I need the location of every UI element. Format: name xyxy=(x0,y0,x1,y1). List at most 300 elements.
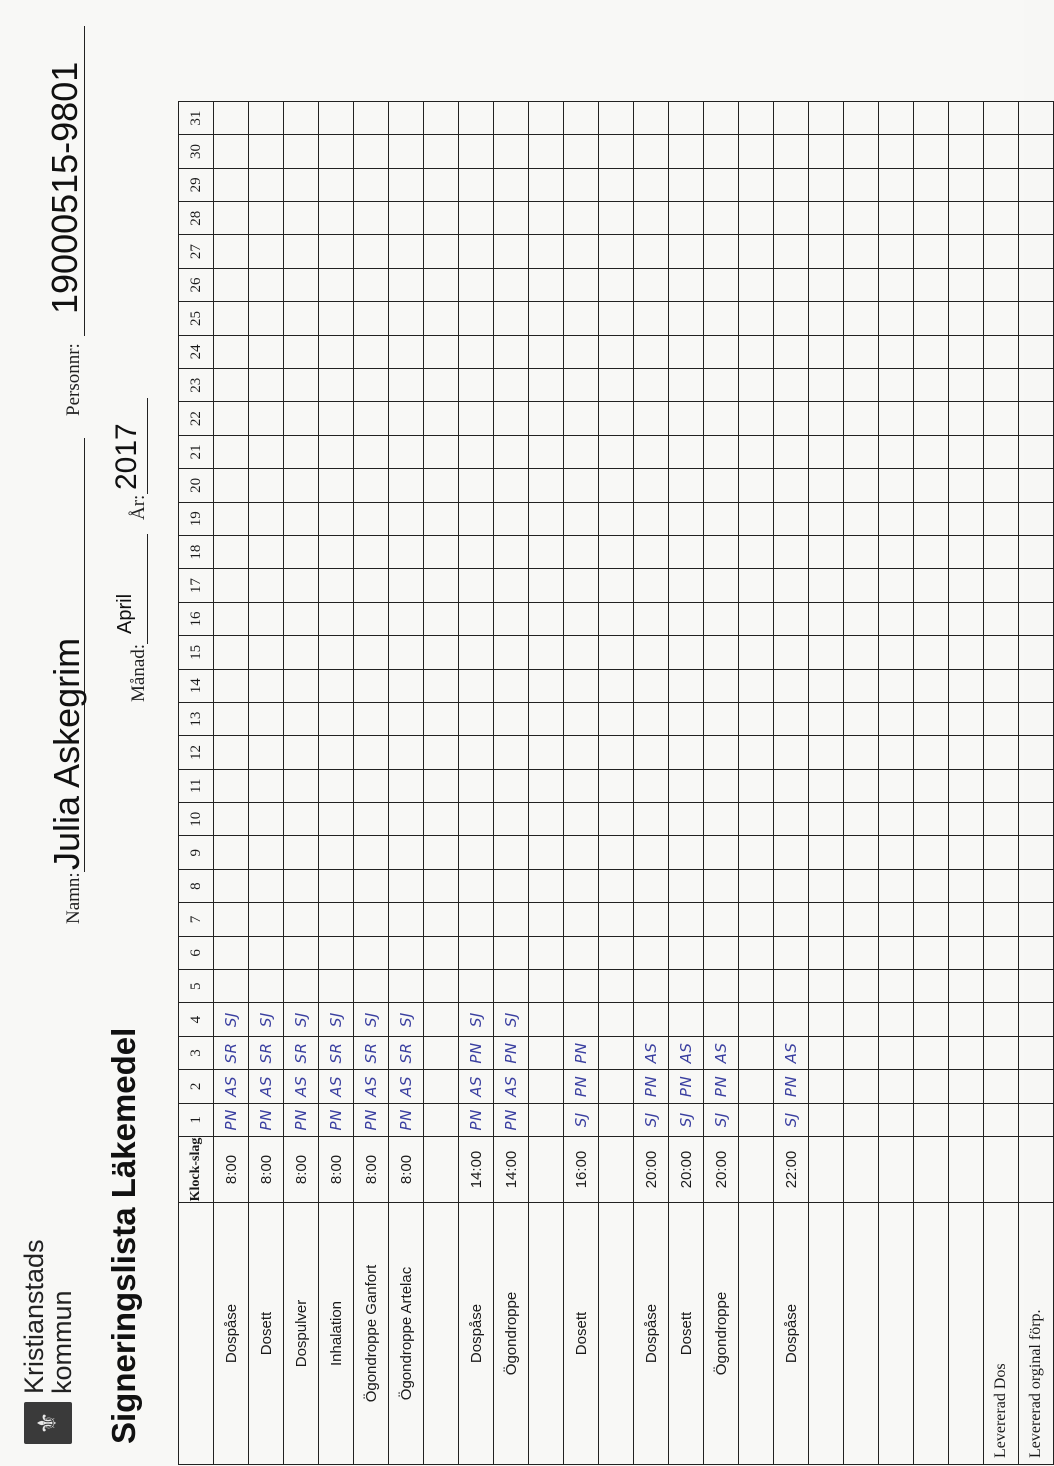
signature-cell[interactable] xyxy=(599,168,634,201)
signature-cell[interactable] xyxy=(704,669,739,702)
footer-day-cell[interactable] xyxy=(984,168,1019,201)
signature-cell[interactable] xyxy=(739,1103,774,1136)
signature-cell[interactable] xyxy=(844,936,879,969)
signature-cell[interactable] xyxy=(704,168,739,201)
signature-cell[interactable] xyxy=(879,235,914,268)
signature-cell[interactable] xyxy=(914,1003,949,1036)
signature-cell[interactable] xyxy=(774,636,809,669)
signature-cell[interactable] xyxy=(669,235,704,268)
footer-day-cell[interactable] xyxy=(1019,235,1054,268)
signature-cell[interactable] xyxy=(424,469,459,502)
signature-cell[interactable] xyxy=(214,502,249,535)
footer-day-cell[interactable] xyxy=(984,469,1019,502)
signature-cell[interactable] xyxy=(529,736,564,769)
signature-cell[interactable] xyxy=(669,302,704,335)
signature-cell[interactable] xyxy=(809,369,844,402)
signature-cell[interactable] xyxy=(214,970,249,1003)
signature-cell[interactable] xyxy=(914,736,949,769)
signature-cell[interactable] xyxy=(774,369,809,402)
signature-cell[interactable] xyxy=(774,235,809,268)
signature-cell[interactable] xyxy=(459,101,494,134)
signature-cell[interactable] xyxy=(879,202,914,235)
signature-cell[interactable] xyxy=(844,669,879,702)
signature-cell[interactable] xyxy=(494,936,529,969)
signature-cell[interactable] xyxy=(424,636,459,669)
signature-cell[interactable] xyxy=(669,936,704,969)
signature-cell[interactable] xyxy=(494,702,529,735)
signature-cell[interactable] xyxy=(844,602,879,635)
signature-cell[interactable] xyxy=(284,970,319,1003)
signature-cell[interactable] xyxy=(319,869,354,902)
signature-cell[interactable] xyxy=(949,936,984,969)
footer-day-cell[interactable] xyxy=(1019,736,1054,769)
signature-cell[interactable] xyxy=(529,435,564,468)
signature-cell[interactable] xyxy=(669,602,704,635)
signature-cell[interactable] xyxy=(249,669,284,702)
signature-cell[interactable]: SR xyxy=(389,1036,424,1069)
signature-cell[interactable] xyxy=(494,535,529,568)
signature-cell[interactable] xyxy=(704,602,739,635)
signature-cell[interactable] xyxy=(879,101,914,134)
signature-cell[interactable] xyxy=(459,769,494,802)
signature-cell[interactable] xyxy=(599,1070,634,1103)
signature-cell[interactable] xyxy=(704,402,739,435)
signature-cell[interactable] xyxy=(774,168,809,201)
signature-cell[interactable] xyxy=(459,702,494,735)
signature-cell[interactable]: PN xyxy=(564,1036,599,1069)
footer-day-cell[interactable] xyxy=(984,135,1019,168)
signature-cell[interactable] xyxy=(319,502,354,535)
signature-cell[interactable] xyxy=(459,569,494,602)
footer-day-cell[interactable] xyxy=(984,302,1019,335)
signature-cell[interactable] xyxy=(704,569,739,602)
signature-cell[interactable] xyxy=(704,202,739,235)
signature-cell[interactable] xyxy=(389,202,424,235)
signature-cell[interactable] xyxy=(914,1070,949,1103)
signature-cell[interactable]: SJ xyxy=(704,1103,739,1136)
signature-cell[interactable]: PN xyxy=(459,1036,494,1069)
signature-cell[interactable] xyxy=(424,135,459,168)
signature-cell[interactable] xyxy=(634,535,669,568)
signature-cell[interactable] xyxy=(249,335,284,368)
signature-cell[interactable] xyxy=(214,235,249,268)
signature-cell[interactable] xyxy=(494,302,529,335)
signature-cell[interactable] xyxy=(914,369,949,402)
signature-cell[interactable] xyxy=(214,369,249,402)
signature-cell[interactable] xyxy=(704,268,739,301)
signature-cell[interactable] xyxy=(249,502,284,535)
signature-cell[interactable] xyxy=(599,335,634,368)
signature-cell[interactable] xyxy=(529,235,564,268)
signature-cell[interactable] xyxy=(599,736,634,769)
signature-cell[interactable] xyxy=(669,636,704,669)
signature-cell[interactable] xyxy=(214,535,249,568)
signature-cell[interactable] xyxy=(494,435,529,468)
signature-cell[interactable] xyxy=(214,803,249,836)
signature-cell[interactable] xyxy=(284,235,319,268)
signature-cell[interactable] xyxy=(949,302,984,335)
signature-cell[interactable] xyxy=(809,435,844,468)
signature-cell[interactable] xyxy=(284,869,319,902)
signature-cell[interactable] xyxy=(459,869,494,902)
signature-cell[interactable] xyxy=(599,569,634,602)
signature-cell[interactable] xyxy=(389,702,424,735)
signature-cell[interactable] xyxy=(529,1070,564,1103)
footer-day-cell[interactable] xyxy=(1019,636,1054,669)
signature-cell[interactable] xyxy=(879,535,914,568)
signature-cell[interactable] xyxy=(739,602,774,635)
signature-cell[interactable] xyxy=(669,869,704,902)
signature-cell[interactable] xyxy=(424,335,459,368)
signature-cell[interactable] xyxy=(879,936,914,969)
signature-cell[interactable] xyxy=(424,769,459,802)
signature-cell[interactable] xyxy=(809,736,844,769)
signature-cell[interactable] xyxy=(634,869,669,902)
signature-cell[interactable] xyxy=(599,869,634,902)
signature-cell[interactable] xyxy=(284,636,319,669)
footer-day-cell[interactable] xyxy=(984,736,1019,769)
signature-cell[interactable] xyxy=(459,502,494,535)
signature-cell[interactable] xyxy=(249,402,284,435)
signature-cell[interactable] xyxy=(214,736,249,769)
signature-cell[interactable]: AS xyxy=(249,1070,284,1103)
signature-cell[interactable] xyxy=(949,235,984,268)
signature-cell[interactable] xyxy=(704,769,739,802)
footer-day-cell[interactable] xyxy=(984,903,1019,936)
signature-cell[interactable] xyxy=(249,769,284,802)
signature-cell[interactable] xyxy=(249,235,284,268)
signature-cell[interactable] xyxy=(879,636,914,669)
signature-cell[interactable] xyxy=(459,636,494,669)
signature-cell[interactable] xyxy=(774,268,809,301)
signature-cell[interactable] xyxy=(914,101,949,134)
signature-cell[interactable] xyxy=(319,402,354,435)
signature-cell[interactable]: AS xyxy=(634,1036,669,1069)
signature-cell[interactable] xyxy=(354,936,389,969)
signature-cell[interactable] xyxy=(949,1003,984,1036)
footer-day-cell[interactable] xyxy=(984,1070,1019,1103)
signature-cell[interactable] xyxy=(529,769,564,802)
signature-cell[interactable] xyxy=(249,535,284,568)
signature-cell[interactable] xyxy=(494,769,529,802)
footer-day-cell[interactable] xyxy=(1019,535,1054,568)
signature-cell[interactable] xyxy=(354,202,389,235)
signature-cell[interactable] xyxy=(249,569,284,602)
signature-cell[interactable] xyxy=(634,769,669,802)
signature-cell[interactable] xyxy=(739,669,774,702)
signature-cell[interactable] xyxy=(529,135,564,168)
signature-cell[interactable] xyxy=(284,502,319,535)
signature-cell[interactable] xyxy=(669,535,704,568)
signature-cell[interactable] xyxy=(319,335,354,368)
signature-cell[interactable] xyxy=(809,569,844,602)
footer-day-cell[interactable] xyxy=(1019,702,1054,735)
signature-cell[interactable] xyxy=(319,435,354,468)
signature-cell[interactable] xyxy=(704,469,739,502)
signature-cell[interactable] xyxy=(949,135,984,168)
signature-cell[interactable] xyxy=(459,302,494,335)
signature-cell[interactable] xyxy=(284,369,319,402)
signature-cell[interactable] xyxy=(844,736,879,769)
signature-cell[interactable] xyxy=(529,803,564,836)
signature-cell[interactable] xyxy=(424,702,459,735)
signature-cell[interactable] xyxy=(634,669,669,702)
signature-cell[interactable] xyxy=(739,101,774,134)
signature-cell[interactable] xyxy=(599,970,634,1003)
signature-cell[interactable] xyxy=(354,335,389,368)
signature-cell[interactable] xyxy=(389,736,424,769)
signature-cell[interactable] xyxy=(354,836,389,869)
signature-cell[interactable] xyxy=(844,702,879,735)
signature-cell[interactable] xyxy=(424,569,459,602)
signature-cell[interactable] xyxy=(599,469,634,502)
signature-cell[interactable] xyxy=(494,569,529,602)
signature-cell[interactable] xyxy=(214,469,249,502)
signature-cell[interactable] xyxy=(284,202,319,235)
signature-cell[interactable] xyxy=(564,168,599,201)
signature-cell[interactable] xyxy=(424,836,459,869)
signature-cell[interactable] xyxy=(389,335,424,368)
signature-cell[interactable] xyxy=(879,302,914,335)
signature-cell[interactable] xyxy=(564,135,599,168)
signature-cell[interactable] xyxy=(599,369,634,402)
signature-cell[interactable] xyxy=(809,602,844,635)
signature-cell[interactable] xyxy=(704,101,739,134)
signature-cell[interactable] xyxy=(809,135,844,168)
signature-cell[interactable]: PN xyxy=(354,1103,389,1136)
signature-cell[interactable] xyxy=(634,235,669,268)
signature-cell[interactable] xyxy=(774,535,809,568)
signature-cell[interactable] xyxy=(739,302,774,335)
signature-cell[interactable]: PN xyxy=(774,1070,809,1103)
signature-cell[interactable] xyxy=(739,803,774,836)
signature-cell[interactable] xyxy=(354,402,389,435)
signature-cell[interactable] xyxy=(809,1036,844,1069)
signature-cell[interactable]: AS xyxy=(774,1036,809,1069)
signature-cell[interactable] xyxy=(879,869,914,902)
signature-cell[interactable] xyxy=(284,836,319,869)
footer-day-cell[interactable] xyxy=(984,202,1019,235)
signature-cell[interactable] xyxy=(529,569,564,602)
signature-cell[interactable] xyxy=(774,469,809,502)
signature-cell[interactable]: PN xyxy=(284,1103,319,1136)
signature-cell[interactable] xyxy=(879,1070,914,1103)
signature-cell[interactable] xyxy=(844,235,879,268)
signature-cell[interactable]: PN xyxy=(669,1070,704,1103)
signature-cell[interactable] xyxy=(424,803,459,836)
signature-cell[interactable] xyxy=(284,168,319,201)
signature-cell[interactable] xyxy=(599,101,634,134)
signature-cell[interactable] xyxy=(249,302,284,335)
signature-cell[interactable] xyxy=(599,1036,634,1069)
signature-cell[interactable] xyxy=(529,202,564,235)
signature-cell[interactable] xyxy=(809,168,844,201)
signature-cell[interactable] xyxy=(424,602,459,635)
signature-cell[interactable] xyxy=(634,803,669,836)
signature-cell[interactable] xyxy=(354,736,389,769)
signature-cell[interactable] xyxy=(739,435,774,468)
footer-day-cell[interactable] xyxy=(984,268,1019,301)
footer-day-cell[interactable] xyxy=(1019,302,1054,335)
signature-cell[interactable] xyxy=(319,101,354,134)
signature-cell[interactable] xyxy=(739,569,774,602)
signature-cell[interactable] xyxy=(634,836,669,869)
signature-cell[interactable] xyxy=(389,869,424,902)
signature-cell[interactable] xyxy=(389,836,424,869)
footer-day-cell[interactable] xyxy=(1019,1070,1054,1103)
signature-cell[interactable] xyxy=(774,602,809,635)
footer-day-cell[interactable] xyxy=(1019,168,1054,201)
signature-cell[interactable] xyxy=(879,435,914,468)
signature-cell[interactable] xyxy=(284,268,319,301)
signature-cell[interactable] xyxy=(879,1103,914,1136)
signature-cell[interactable] xyxy=(809,836,844,869)
signature-cell[interactable] xyxy=(564,369,599,402)
signature-cell[interactable]: SJ xyxy=(354,1003,389,1036)
signature-cell[interactable] xyxy=(529,469,564,502)
signature-cell[interactable] xyxy=(809,970,844,1003)
signature-cell[interactable] xyxy=(284,769,319,802)
signature-cell[interactable] xyxy=(844,869,879,902)
signature-cell[interactable] xyxy=(319,669,354,702)
signature-cell[interactable] xyxy=(669,101,704,134)
signature-cell[interactable] xyxy=(214,836,249,869)
signature-cell[interactable] xyxy=(739,202,774,235)
footer-day-cell[interactable] xyxy=(984,836,1019,869)
signature-cell[interactable] xyxy=(214,936,249,969)
footer-day-cell[interactable] xyxy=(1019,602,1054,635)
signature-cell[interactable] xyxy=(319,636,354,669)
signature-cell[interactable] xyxy=(634,135,669,168)
signature-cell[interactable] xyxy=(389,302,424,335)
signature-cell[interactable] xyxy=(634,435,669,468)
signature-cell[interactable] xyxy=(529,970,564,1003)
signature-cell[interactable] xyxy=(809,669,844,702)
signature-cell[interactable] xyxy=(704,1003,739,1036)
signature-cell[interactable] xyxy=(704,235,739,268)
signature-cell[interactable] xyxy=(634,636,669,669)
signature-cell[interactable] xyxy=(494,168,529,201)
signature-cell[interactable] xyxy=(739,369,774,402)
signature-cell[interactable]: SJ xyxy=(214,1003,249,1036)
signature-cell[interactable] xyxy=(354,502,389,535)
footer-day-cell[interactable] xyxy=(984,602,1019,635)
signature-cell[interactable] xyxy=(459,602,494,635)
signature-cell[interactable] xyxy=(704,636,739,669)
signature-cell[interactable] xyxy=(284,101,319,134)
signature-cell[interactable] xyxy=(914,702,949,735)
signature-cell[interactable] xyxy=(354,803,389,836)
signature-cell[interactable] xyxy=(669,135,704,168)
footer-day-cell[interactable] xyxy=(984,235,1019,268)
signature-cell[interactable] xyxy=(844,402,879,435)
signature-cell[interactable] xyxy=(494,502,529,535)
footer-day-cell[interactable] xyxy=(1019,569,1054,602)
signature-cell[interactable] xyxy=(669,836,704,869)
signature-cell[interactable] xyxy=(879,769,914,802)
signature-cell[interactable] xyxy=(634,202,669,235)
signature-cell[interactable]: SJ xyxy=(284,1003,319,1036)
signature-cell[interactable] xyxy=(529,369,564,402)
signature-cell[interactable] xyxy=(389,168,424,201)
signature-cell[interactable] xyxy=(459,435,494,468)
signature-cell[interactable] xyxy=(844,636,879,669)
signature-cell[interactable] xyxy=(739,268,774,301)
signature-cell[interactable] xyxy=(599,502,634,535)
signature-cell[interactable]: AS xyxy=(284,1070,319,1103)
signature-cell[interactable] xyxy=(774,936,809,969)
signature-cell[interactable] xyxy=(739,736,774,769)
signature-cell[interactable] xyxy=(914,335,949,368)
signature-cell[interactable] xyxy=(494,369,529,402)
signature-cell[interactable] xyxy=(424,402,459,435)
signature-cell[interactable] xyxy=(214,302,249,335)
signature-cell[interactable] xyxy=(319,469,354,502)
signature-cell[interactable] xyxy=(739,1003,774,1036)
signature-cell[interactable] xyxy=(914,168,949,201)
signature-cell[interactable] xyxy=(319,936,354,969)
signature-cell[interactable]: PN xyxy=(214,1103,249,1136)
signature-cell[interactable] xyxy=(739,869,774,902)
signature-cell[interactable]: SR xyxy=(214,1036,249,1069)
signature-cell[interactable] xyxy=(319,168,354,201)
signature-cell[interactable] xyxy=(809,903,844,936)
signature-cell[interactable] xyxy=(424,235,459,268)
signature-cell[interactable] xyxy=(914,803,949,836)
signature-cell[interactable] xyxy=(564,335,599,368)
signature-cell[interactable] xyxy=(529,502,564,535)
signature-cell[interactable] xyxy=(424,369,459,402)
footer-day-cell[interactable] xyxy=(984,636,1019,669)
signature-cell[interactable] xyxy=(354,702,389,735)
signature-cell[interactable] xyxy=(914,535,949,568)
signature-cell[interactable] xyxy=(214,168,249,201)
signature-cell[interactable] xyxy=(564,101,599,134)
footer-day-cell[interactable] xyxy=(1019,1103,1054,1136)
signature-cell[interactable] xyxy=(354,669,389,702)
footer-day-cell[interactable] xyxy=(984,535,1019,568)
signature-cell[interactable] xyxy=(704,903,739,936)
signature-cell[interactable] xyxy=(354,168,389,201)
footer-day-cell[interactable] xyxy=(1019,1036,1054,1069)
signature-cell[interactable] xyxy=(739,335,774,368)
signature-cell[interactable] xyxy=(739,535,774,568)
signature-cell[interactable]: PN xyxy=(494,1036,529,1069)
signature-cell[interactable]: PN xyxy=(319,1103,354,1136)
footer-day-cell[interactable] xyxy=(984,1003,1019,1036)
signature-cell[interactable] xyxy=(704,435,739,468)
signature-cell[interactable] xyxy=(389,569,424,602)
signature-cell[interactable] xyxy=(739,469,774,502)
signature-cell[interactable] xyxy=(284,803,319,836)
signature-cell[interactable] xyxy=(914,569,949,602)
signature-cell[interactable] xyxy=(704,970,739,1003)
footer-day-cell[interactable] xyxy=(1019,402,1054,435)
signature-cell[interactable] xyxy=(494,636,529,669)
signature-cell[interactable] xyxy=(634,1003,669,1036)
signature-cell[interactable] xyxy=(599,903,634,936)
signature-cell[interactable] xyxy=(424,669,459,702)
footer-day-cell[interactable] xyxy=(984,402,1019,435)
signature-cell[interactable] xyxy=(704,736,739,769)
signature-cell[interactable] xyxy=(669,202,704,235)
signature-cell[interactable] xyxy=(424,168,459,201)
footer-day-cell[interactable] xyxy=(1019,769,1054,802)
signature-cell[interactable] xyxy=(669,702,704,735)
signature-cell[interactable] xyxy=(739,1070,774,1103)
signature-cell[interactable] xyxy=(949,769,984,802)
signature-cell[interactable] xyxy=(809,1103,844,1136)
